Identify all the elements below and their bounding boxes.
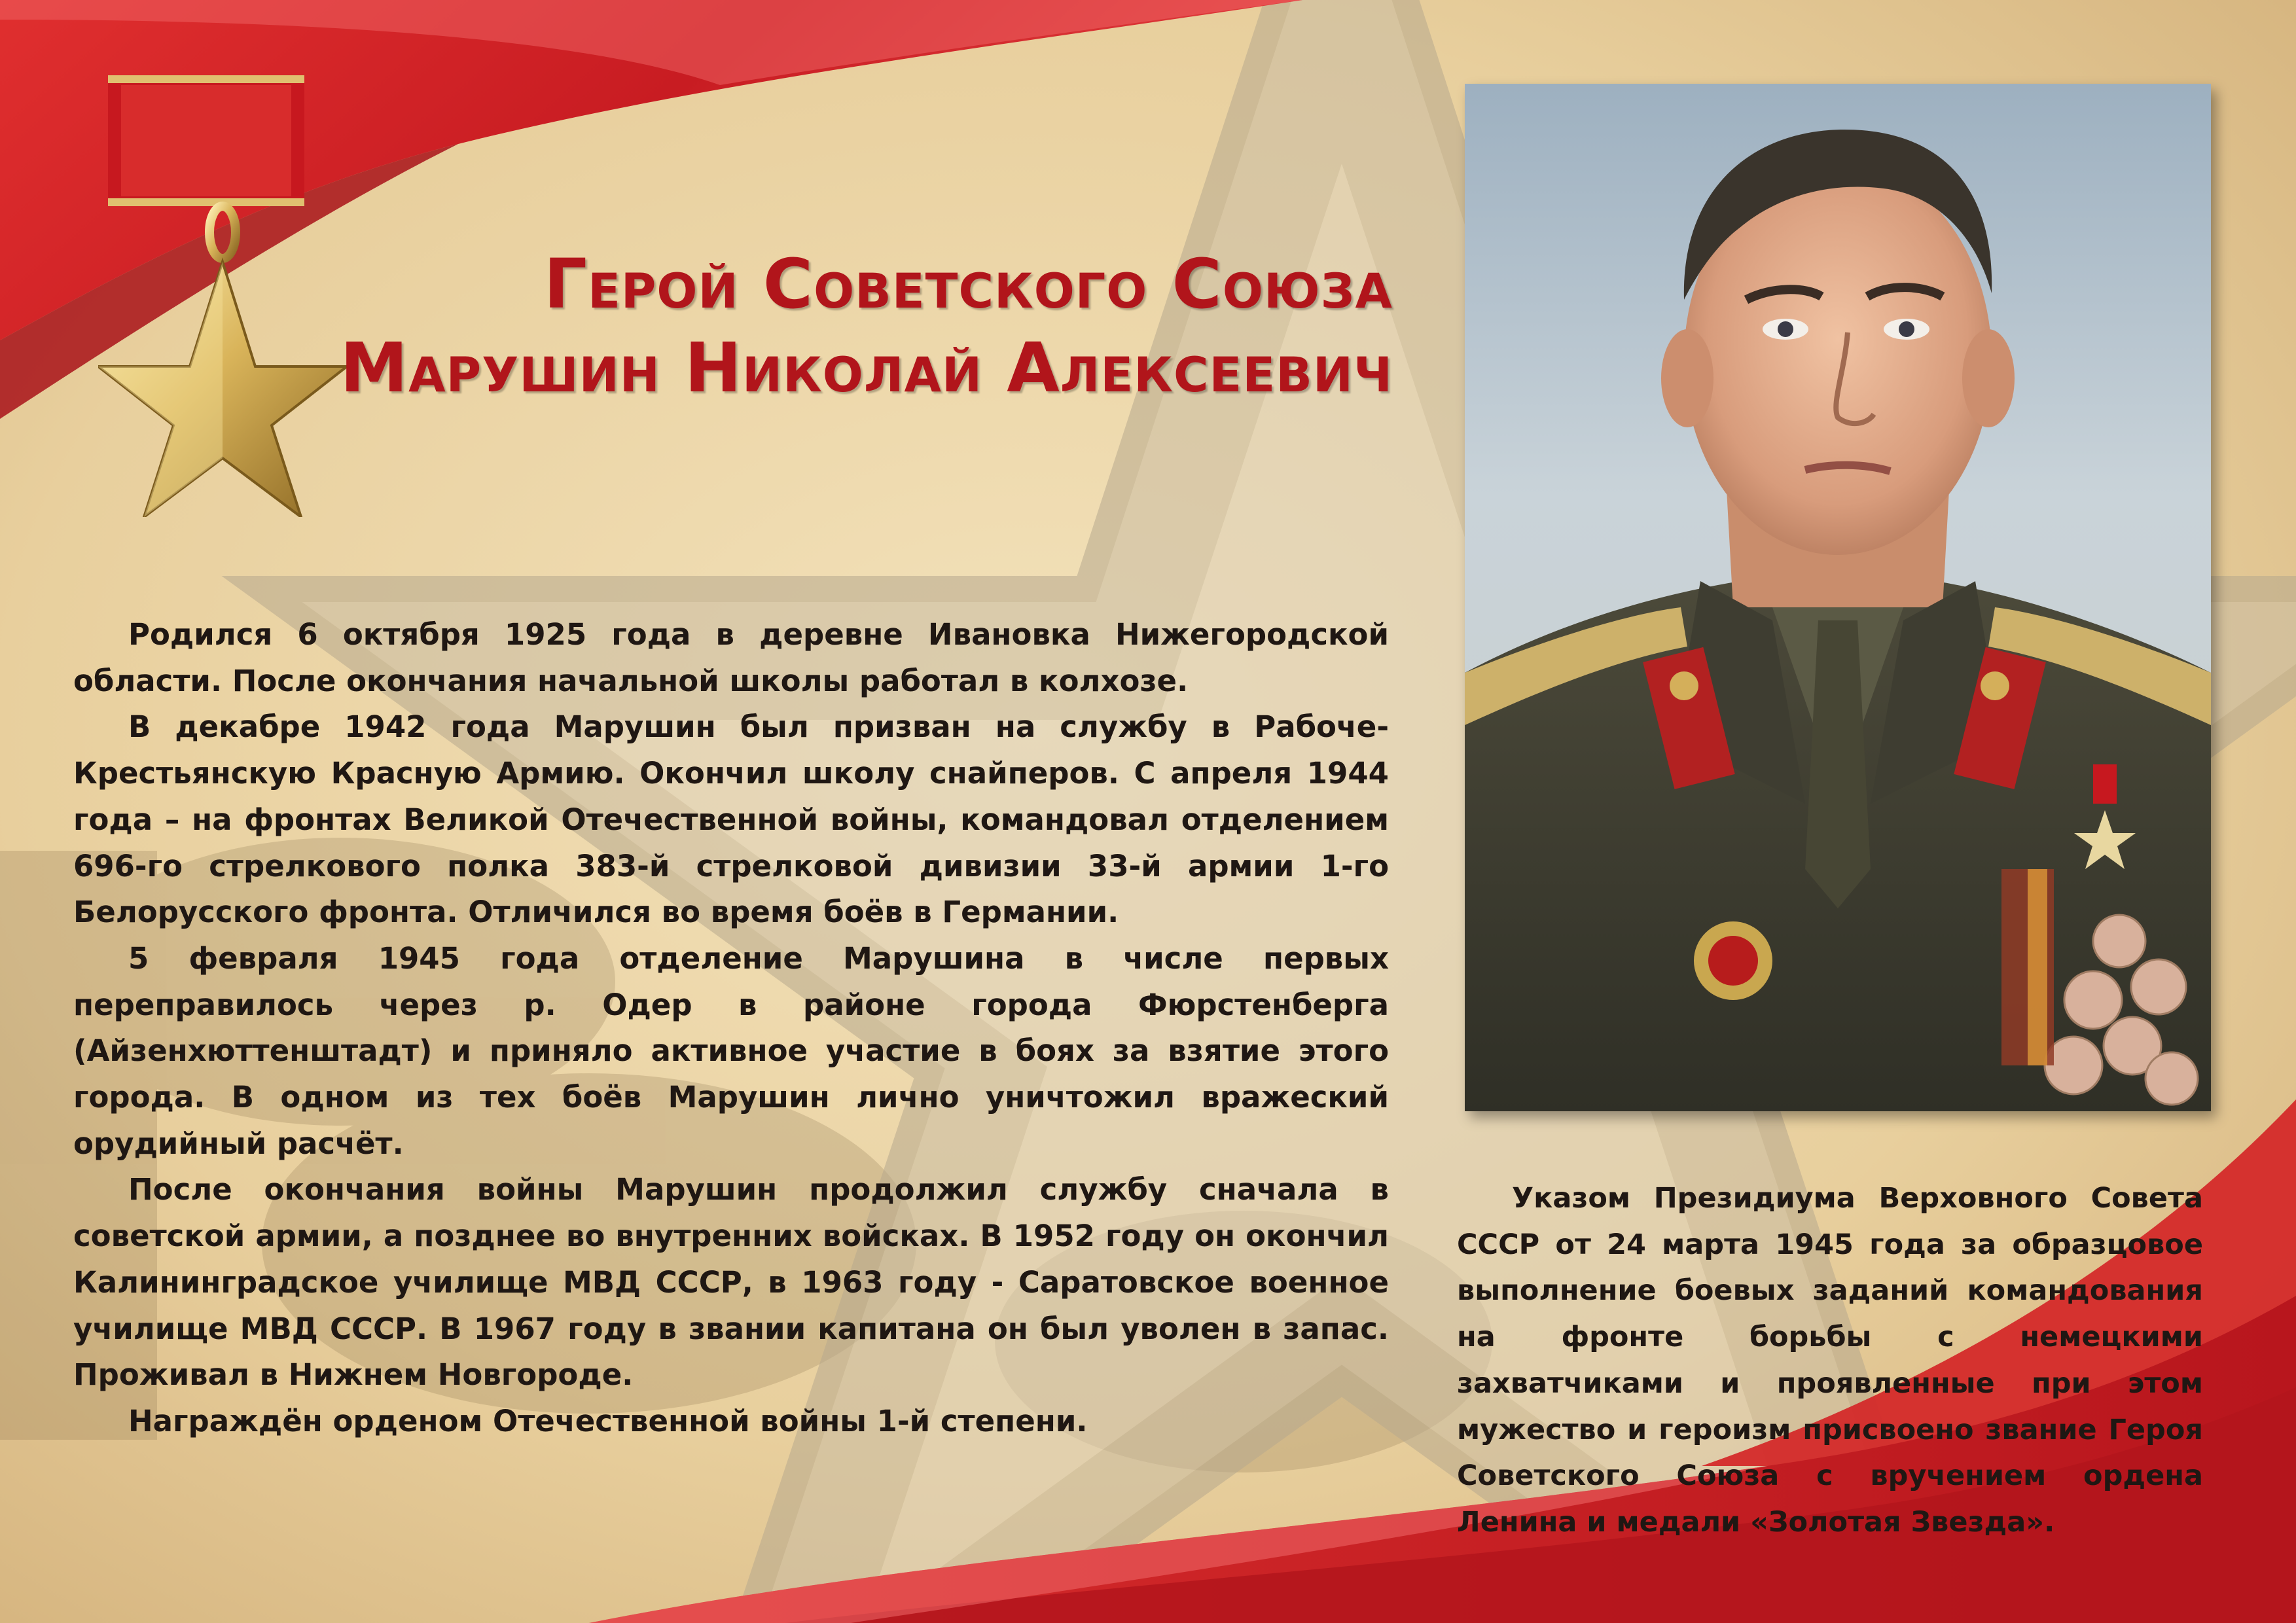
gold-star-medal-icon [98, 65, 360, 517]
biography-paragraph-service: В декабре 1942 года Марушин был призван на службу в Рабоче-Крестьянскую Красную Армию. Окончил школу снайперов. С апреля 1944 года – на фронтах Великой Отечественной войны, командовал отделением 696-го стрелкового полка 383-й стрелковой дивизии 33-й армии 1-го Белорусского фронта. Отличился во время боёв в Германии. [73, 709, 1389, 930]
page-title [340, 242, 1393, 410]
biography-paragraph-oder: 5 февраля 1945 года отделение Марушина в числе первых переправилось через р. Одер в районе города Фюрстенберга (Айзенхюттенштадт) и приняло активное участие в боях за взятие этого города. В одном из тех боёв Марушин лично уничтожил вражеский орудийный расчёт. [73, 940, 1389, 1161]
portrait-photo [1465, 84, 2211, 1111]
title-line-rank: Герой Советского Союза [543, 244, 1393, 324]
portrait-illustration [1465, 84, 2211, 1111]
title-line-name: Марушин Николай Алексеевич [340, 328, 1393, 408]
biography-paragraph-awards: Награждён орденом Отечественной войны 1-й степени. [128, 1403, 1088, 1438]
decree-text: Указом Президиума Верховного Совета СССР от 24 марта 1945 года за образцовое выполнение боевых заданий командования на фронте борьбы с немецкими захватчиками и проявленные при этом мужество и героизм присвоено звание Героя Советского Союза с вручением ордена Ленина и медали «Золотая Звезда». [1457, 1182, 2203, 1539]
biography-paragraph-birth: Родился 6 октября 1925 года в деревне Ивановка Нижегородской области. После окончания начальной школы работал в колхозе. [73, 617, 1389, 698]
biography [73, 612, 1389, 1445]
biography-paragraph-postwar: После окончания войны Марушин продолжил службу сначала в советской армии, а позднее во внутренних войсках. В 1952 году он окончил Калининградское училище МВД СССР, в 1963 году - Саратовское военное училище МВД СССР. В 1967 году в звании капитана он был уволен в запас. Проживал в Нижнем Новгороде. [73, 1172, 1389, 1393]
